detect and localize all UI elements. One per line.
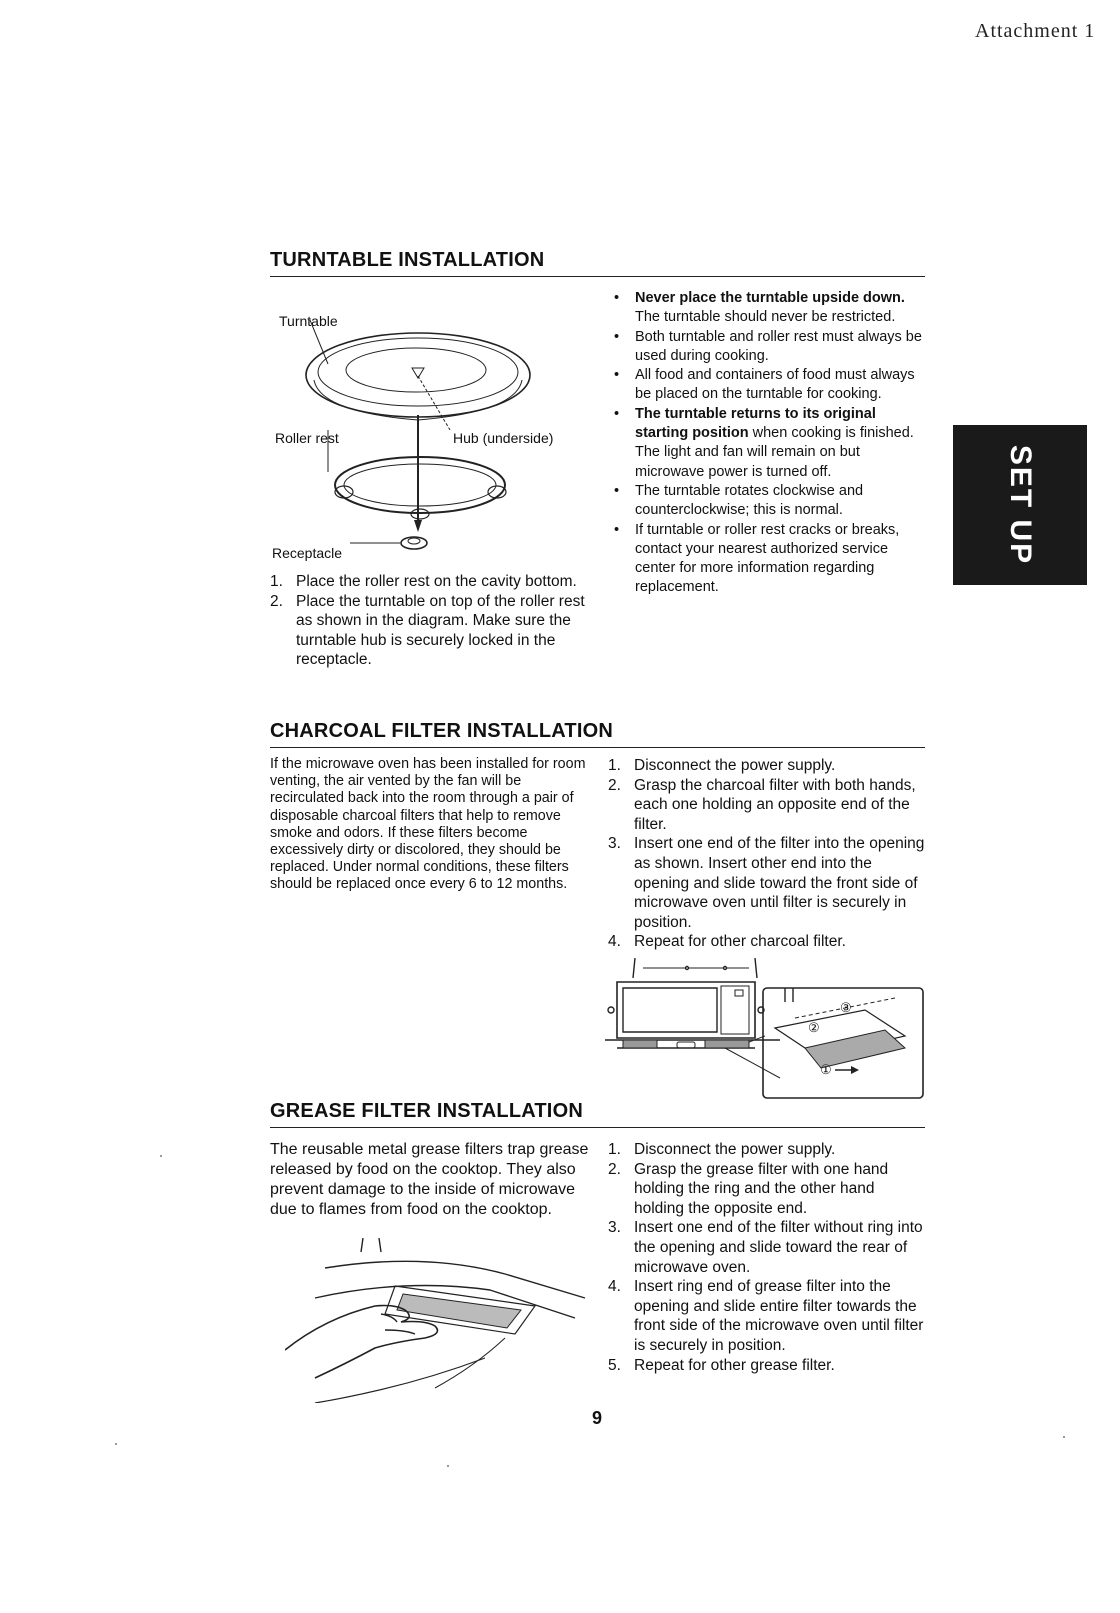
turntable-step-2: 2. Place the turntable on top of the roller rest as shown in the diagram. Make sure the turntable hub is securely locked in the receptacle.	[270, 592, 585, 669]
charcoal-filter-diagram	[605, 958, 925, 1103]
grease-filter-diagram	[285, 1238, 595, 1403]
grease-rule	[270, 1127, 925, 1128]
charcoal-step-3: 3. Insert one end of the filter into the opening as shown. Insert other end into the opening and slide toward the front side of microwave oven until filter is securely in position.	[608, 835, 925, 931]
turntable-note-4: • The turntable returns to its original starting position when cooking is finished. The light and fan will remain on but microwave power is turned off.	[610, 405, 925, 482]
turntable-note-2: • Both turntable and roller rest must always be used during cooking.	[610, 328, 925, 367]
turntable-note-5: • The turntable rotates clockwise and counterclockwise; this is normal.	[610, 482, 925, 521]
charcoal-rule	[270, 747, 925, 748]
charcoal-step-4: 4. Repeat for other charcoal filter.	[608, 933, 846, 951]
turntable-note-6: • If turntable or roller rest cracks or breaks, contact your nearest authorized service center for more information regarding replacement.	[610, 521, 925, 598]
page-number: 9	[592, 1408, 603, 1428]
charcoal-steps	[608, 756, 928, 952]
side-tab-label: SET UP	[1003, 444, 1037, 566]
scan-speck	[160, 1155, 162, 1157]
setup-side-tab	[953, 425, 1087, 585]
scan-speck	[115, 1443, 117, 1445]
attachment-label: Attachment 1	[975, 20, 1096, 42]
grease-step-3: 3. Insert one end of the filter without ring into the opening and slide toward the rear of microwave oven.	[608, 1219, 923, 1276]
grease-step-1: 1. Disconnect the power supply.	[608, 1141, 836, 1158]
turntable-notes	[610, 289, 925, 598]
turntable-note-3: • All food and containers of food must always be placed on the turntable for cooking.	[610, 366, 925, 405]
turntable-steps	[270, 572, 585, 670]
turntable-rule	[270, 276, 925, 277]
charcoal-step-1: 1. Disconnect the power supply.	[608, 757, 836, 774]
grease-step-2: 2. Grasp the grease filter with one hand holding the ring and the other hand holding the opposite end.	[608, 1160, 889, 1217]
grease-step-5: 5. Repeat for other grease filter.	[608, 1356, 835, 1374]
charcoal-heading: CHARCOAL FILTER INSTALLATION	[270, 720, 613, 742]
roller-rest-label: Roller rest	[275, 430, 339, 446]
charcoal-intro: If the microwave oven has been installed for room venting, the air vented by the fan will be recirculated back into the room through a pair of disposable charcoal filters that help to remove smoke and odors. If these filters become excessively dirty or discolored, they should be replaced. Under normal conditions, these filters should be replaced once every 6 to 12 months.	[270, 756, 586, 893]
grease-steps	[608, 1140, 928, 1375]
scan-speck	[1063, 1436, 1065, 1438]
charcoal-callout-3: ③	[840, 1000, 852, 1015]
turntable-note-1: • Never place the turntable upside down. The turntable should never be restricted.	[610, 289, 925, 328]
turntable-label: Turntable	[279, 313, 338, 329]
receptacle-label: Receptacle	[272, 545, 343, 561]
scan-speck	[447, 1465, 449, 1467]
turntable-step-1: 1. Place the roller rest on the cavity bottom.	[270, 573, 577, 590]
charcoal-step-2: 2. Grasp the charcoal filter with both hands, each one holding an opposite end of the filter.	[608, 776, 916, 833]
grease-heading: GREASE FILTER INSTALLATION	[270, 1100, 583, 1122]
turntable-diagram	[300, 320, 560, 570]
turntable-heading: TURNTABLE INSTALLATION	[270, 249, 545, 271]
grease-intro: The reusable metal grease filters trap grease released by food on the cooktop. They also prevent damage to the inside of microwave due to flames from food on the cooktop.	[270, 1141, 589, 1218]
charcoal-callout-2: ②	[808, 1020, 820, 1035]
charcoal-callout-1: ①	[820, 1062, 832, 1077]
grease-step-4: 4. Insert ring end of grease filter into the opening and slide entire filter towards the front side of the microwave oven until filter is securely in position.	[608, 1278, 924, 1354]
hub-label: Hub (underside)	[453, 430, 554, 446]
